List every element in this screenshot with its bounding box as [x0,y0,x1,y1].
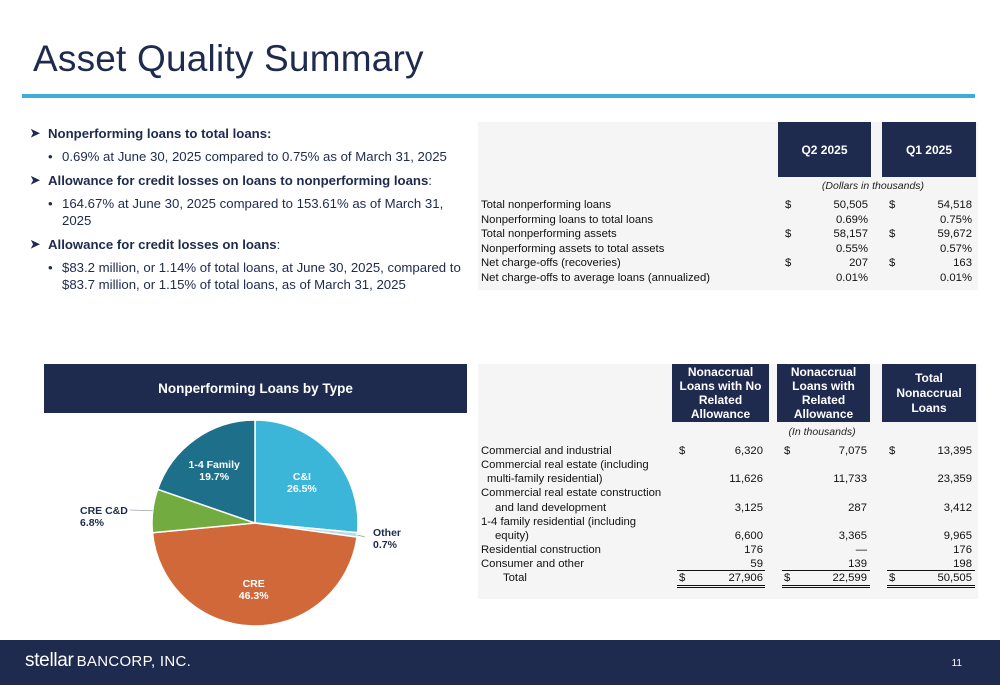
table-row-label: Net charge-offs (recoveries) [481,257,621,269]
q1-value: 163 [953,257,972,269]
pie-label-percent: 19.7% [199,471,230,484]
total-value: 9,965 [943,529,972,542]
footer-bar [0,640,1000,685]
q1-value: 0.01% [939,271,972,284]
column-header-q1: Q1 2025 [882,122,976,177]
total-value: 3,412 [943,501,972,514]
bullet-text: $83.2 million, or 1.14% of total loans, at June 30, 2025, compared to $83.7 million, or 1.15% of total loans, as of March 31, 2025 [62,260,461,292]
no-allowance-value [690,458,763,472]
currency-symbol: $ [679,572,686,585]
no-allowance-value: 11,626 [729,473,763,486]
nonperforming-loans-pie-chart [40,420,470,630]
currency-symbol: $ [889,257,896,269]
total-value: 50,505 [937,572,972,585]
arrow-bullet-icon: ➤ [30,173,41,187]
no-allowance-value: 176 [744,544,763,557]
bullet-heading-1 [30,126,470,141]
bullet-heading-text: Nonperforming loans to total loans: [48,126,272,141]
with-allowance-value: 22,599 [832,572,867,585]
total-value: 198 [953,558,972,571]
no-allowance-value: 3,125 [734,501,763,514]
bullet-item-3 [48,259,470,293]
pie-label-name: CRE [242,577,265,590]
company-logo: stellar BANCORP, INC. [25,650,192,671]
column-header-with-allowance: Nonaccrual Loans with Related Allowance [777,364,870,422]
total-value [900,515,972,529]
bullet-item-1 [48,148,470,165]
no-allowance-value: 27,906 [728,572,763,585]
table-row-label: Consumer and other [481,558,584,571]
dot-bullet-icon: • [48,149,53,164]
pie-slice-cre [152,523,357,626]
table-units-note: (In thousands) [788,426,856,438]
pie-label-percent: 26.5% [287,482,317,495]
with-allowance-value: 287 [848,501,867,514]
bullet-heading-text: Allowance for credit losses on loans [48,237,277,252]
bullet-heading-2: ➤ Allowance for credit losses on loans to nonperforming loans: [30,173,432,188]
table-row-label: Nonperforming loans to total loans [481,213,654,226]
q2-value: 0.01% [835,271,868,284]
table-row-label: Nonperforming assets to total assets [481,242,665,255]
currency-symbol: $ [785,199,792,211]
arrow-bullet-icon: ➤ [30,126,41,140]
currency-symbol: $ [889,445,896,457]
with-allowance-value: 139 [848,558,867,571]
with-allowance-value: 7,075 [838,445,867,457]
title-divider [22,94,975,98]
q2-value: 0.55% [835,242,868,255]
total-value: 23,359 [937,473,972,486]
q2-value: 58,157 [833,228,868,240]
bullet-list [30,126,470,301]
total-double-rule [677,585,765,588]
total-value: 13,395 [937,445,972,457]
pie-leader-line [357,535,365,537]
bullet-text: 164.67% at June 30, 2025 compared to 153.61% as of March 31, 2025 [62,196,444,228]
q2-value: 207 [849,257,868,269]
no-allowance-value: 59 [750,558,763,571]
total-value [900,458,972,472]
page-title: Asset Quality Summary [33,38,424,79]
table-units-note: (Dollars in thousands) [821,180,925,192]
total-value [900,486,972,500]
pie-label-name: Other [373,527,402,539]
bullet-text: 0.69% at June 30, 2025 compared to 0.75% as of March 31, 2025 [62,149,447,164]
column-header-total-nonaccrual: Total Nonaccrual Loans [882,364,976,422]
subtotal-rule [887,570,975,571]
pie-leader-line [130,510,153,511]
table-row-label: and land development [495,501,607,514]
with-allowance-value [795,458,867,472]
arrow-bullet-icon: ➤ [30,237,41,251]
table-row-label: Residential construction [481,544,601,557]
table-row-label: Net charge-offs to average loans (annualized) [481,271,711,284]
with-allowance-value [795,486,867,500]
page-number: 11 [951,658,962,669]
table-row-label: Total nonperforming loans [481,199,611,211]
dot-bullet-icon: • [48,196,53,211]
q2-value: 50,505 [833,199,868,211]
table-row-label: Total nonperforming assets [481,228,617,240]
no-allowance-value: 6,320 [734,445,763,457]
subtotal-rule [782,570,870,571]
bullet-item-2 [48,195,470,229]
with-allowance-value: — [855,544,867,557]
pie-chart-title: Nonperforming Loans by Type [44,364,467,413]
column-header-q2: Q2 2025 [778,122,871,177]
pie-label-name: C&I [292,470,311,483]
pie-label-percent: 6.8% [80,517,104,529]
table-row-label: Total [503,572,527,585]
column-header-no-allowance: Nonaccrual Loans with No Related Allowance [672,364,769,422]
bullet-heading-3: ➤ Allowance for credit losses on loans: [30,237,281,252]
total-value: 176 [953,544,972,557]
dot-bullet-icon: • [48,260,53,275]
pie-label-name: 1-4 Family [188,459,240,472]
with-allowance-value: 11,733 [833,473,867,486]
table-row-label: Commercial and industrial [481,445,612,457]
with-allowance-value: 3,365 [838,529,867,542]
currency-symbol: $ [784,445,791,457]
q2-value: 0.69% [835,213,868,226]
currency-symbol: $ [784,572,791,585]
table-row-label: Commercial real estate construction [481,487,662,500]
total-double-rule [887,585,975,588]
q1-value: 0.75% [939,213,972,226]
total-double-rule [782,585,870,588]
currency-symbol: $ [785,257,792,269]
table-row-label: 1-4 family residential (including [481,515,637,528]
subtotal-rule [677,570,765,571]
no-allowance-value: 6,600 [734,529,763,542]
bullet-heading-text: Allowance for credit losses on loans to nonperforming loans [48,173,429,188]
no-allowance-value [690,486,763,500]
q1-value: 54,518 [937,199,972,211]
currency-symbol: $ [889,199,896,211]
q1-value: 59,672 [937,228,972,240]
table-row-label: multi-family residential) [487,473,603,486]
with-allowance-value [795,515,867,529]
pie-label-percent: 0.7% [373,539,397,551]
currency-symbol: $ [679,445,686,457]
currency-symbol: $ [785,228,792,240]
currency-symbol: $ [889,228,896,240]
table-row-label: Commercial real estate (including [481,459,649,472]
no-allowance-value [690,515,763,529]
table-row-label: equity) [495,529,529,542]
currency-symbol: $ [889,572,896,585]
pie-label-percent: 46.3% [238,589,269,602]
q1-value: 0.57% [939,242,972,255]
pie-label-name: CRE C&D [80,505,128,517]
